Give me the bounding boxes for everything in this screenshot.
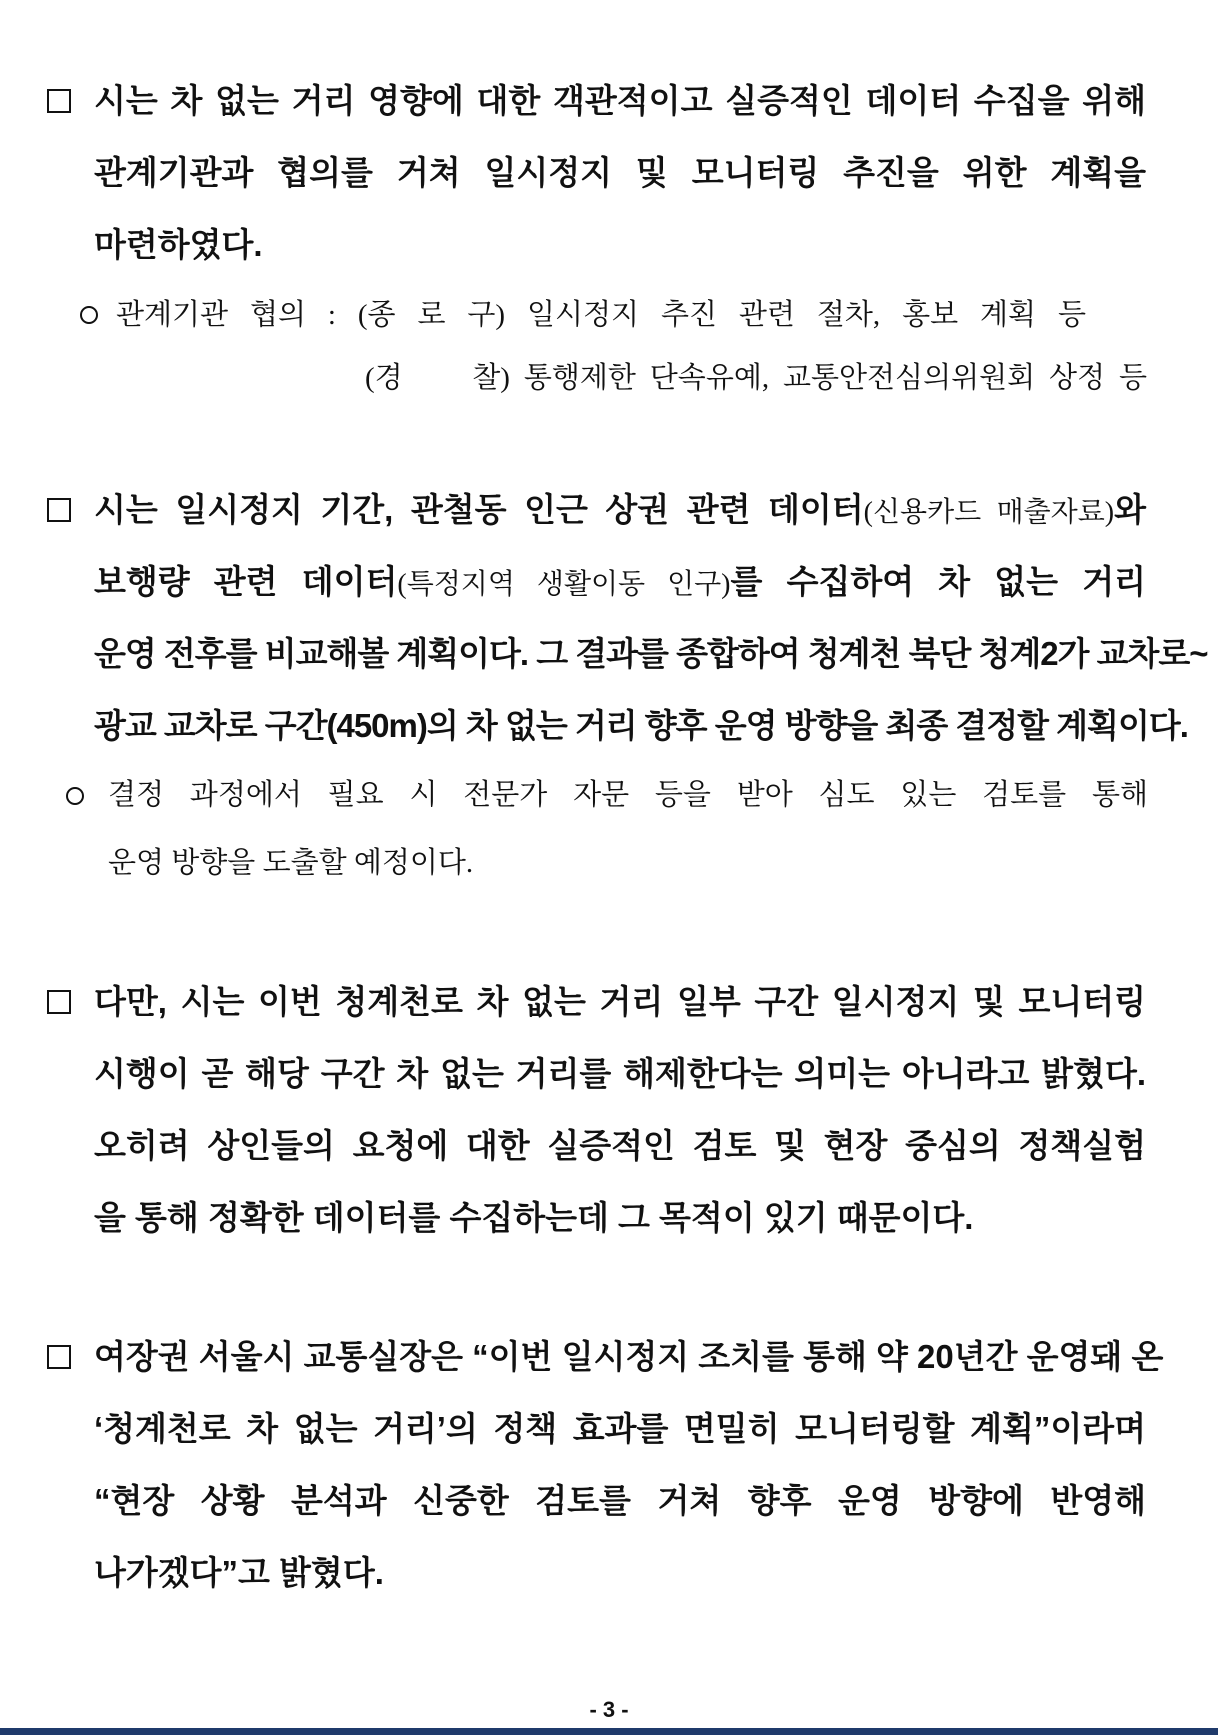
section-2-line-2-note: (특정지역 생활이동 인구)	[397, 569, 731, 600]
section-3-line-4: 을 통해 정확한 데이터를 수집하는데 그 목적이 있기 때문이다.	[94, 1199, 974, 1236]
section-3-line-2: 시행이 곧 해당 구간 차 없는 거리를 해제한다는 의미는 아니라고 밝혔다.	[94, 1055, 1146, 1092]
bottom-divider	[0, 1728, 1218, 1735]
section-1-checkbox-icon	[47, 89, 71, 113]
section-3-checkbox-icon	[47, 990, 71, 1014]
section-4-line-2: ‘청계천로 차 없는 거리’의 정책 효과를 면밀히 모니터링할 계획”이라며	[94, 1410, 1146, 1447]
section-1-sub-1: 관계기관 협의 : (종 로 구) 일시정지 추진 관련 절차, 홍보 계획 등	[116, 299, 1086, 331]
section-2-checkbox-icon	[47, 498, 71, 522]
section-2-line-1-main: 시는 일시정지 기간, 관철동 인근 상권 관련 데이터	[94, 491, 864, 528]
section-4-checkbox-icon	[47, 1345, 71, 1369]
section-2-sub-bullet-icon	[66, 787, 84, 805]
section-1-line-2: 관계기관과 협의를 거쳐 일시정지 및 모니터링 추진을 위한 계획을	[94, 154, 1146, 191]
section-2-line-4: 광교 교차로 구간(450m)의 차 없는 거리 향후 운영 방향을 최종 결정할 계획이다.	[94, 707, 1188, 744]
section-3-line-1: 다만, 시는 이번 청계천로 차 없는 거리 일부 구간 일시정지 및 모니터링	[94, 983, 1146, 1020]
section-2-line-3: 운영 전후를 비교해볼 계획이다. 그 결과를 종합하여 청계천 북단 청계2가 교차로~	[94, 635, 1208, 672]
section-1-line-1: 시는 차 없는 거리 영향에 대한 객관적이고 실증적인 데이터 수집을 위해	[94, 82, 1146, 119]
section-2-line-1-note: (신용카드 매출자료)	[863, 497, 1115, 528]
section-2-sub-1: 결정 과정에서 필요 시 전문가 자문 등을 받아 심도 있는 검토를 통해	[108, 779, 1148, 811]
section-3-line-3: 오히려 상인들의 요청에 대한 실증적인 검토 및 현장 중심의 정책실험	[94, 1127, 1146, 1164]
section-2-line-1	[94, 490, 1146, 533]
section-4-line-1: 여장권 서울시 교통실장은 “이번 일시정지 조치를 통해 약 20년간 운영돼 온	[94, 1338, 1164, 1375]
section-1-sub-bullet-icon	[80, 306, 98, 324]
section-2-sub-2: 운영 방향을 도출할 예정이다.	[108, 847, 474, 879]
page-number: - 3 -	[589, 1697, 629, 1722]
section-2-line-2	[94, 562, 1146, 605]
section-4-line-4: 나가겠다”고 밝혔다.	[94, 1554, 384, 1591]
section-2-line-2-end: 를 수집하여 차 없는 거리	[730, 563, 1146, 600]
section-4-line-3: “현장 상황 분석과 신중한 검토를 거쳐 향후 운영 방향에 반영해	[94, 1482, 1146, 1519]
section-2-line-2-main: 보행량 관련 데이터	[94, 563, 398, 600]
section-1-line-3: 마련하였다.	[94, 226, 263, 263]
section-1-sub-2: (경 찰) 통행제한 단속유예, 교통안전심의위원회 상정 등	[365, 362, 1147, 394]
section-2-line-1-end: 와	[1114, 491, 1146, 528]
